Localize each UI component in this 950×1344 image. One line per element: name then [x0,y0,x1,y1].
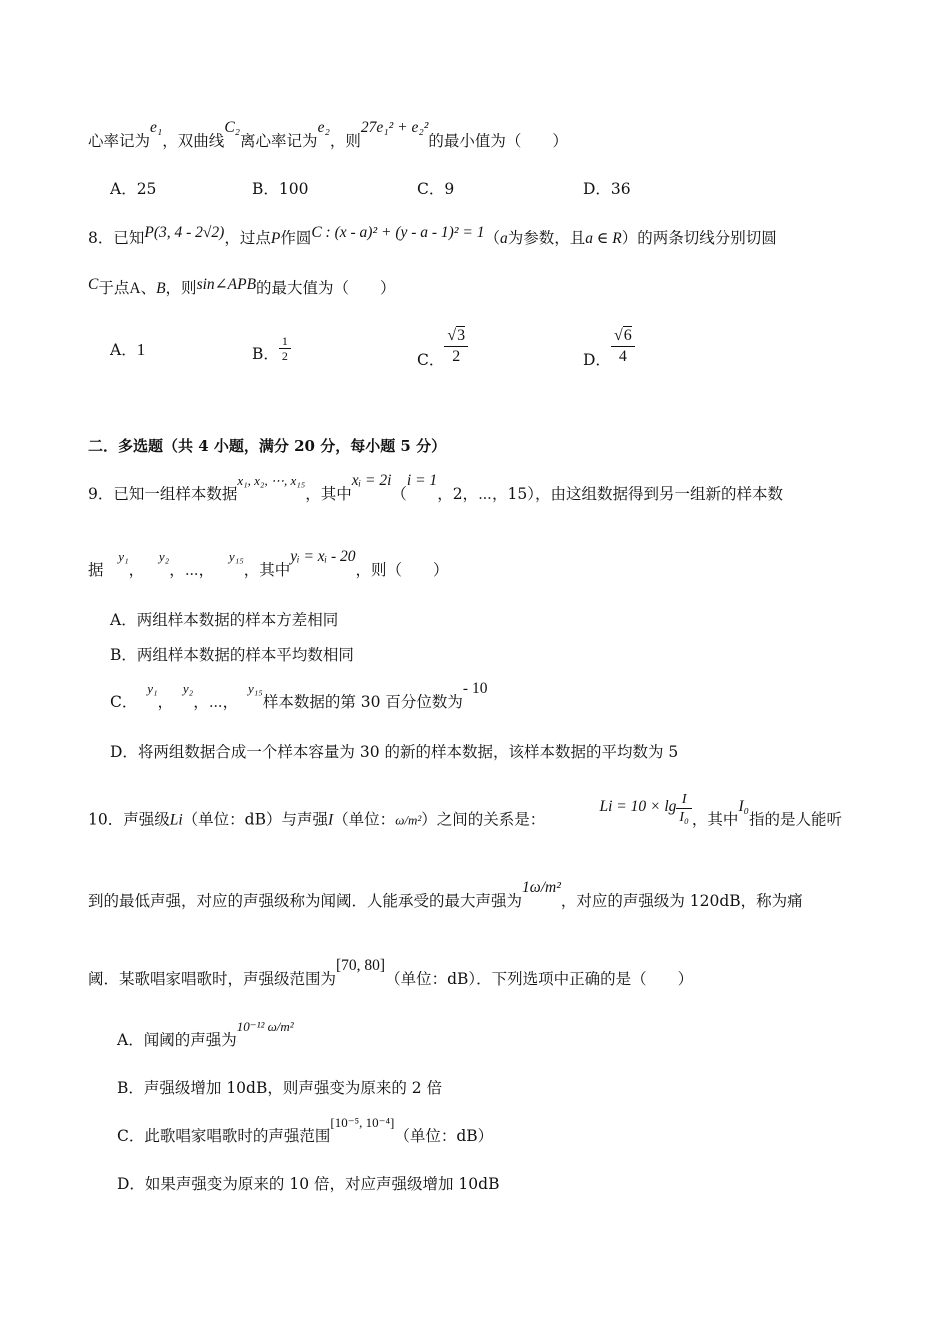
option-label: B． [252,344,279,363]
q7-option-d[interactable]: D．36 [583,180,631,198]
q8-point-p: P(3, 4 - 2√2) [144,224,225,241]
q7-option-b[interactable]: B．100 [252,180,309,198]
q8-text: 8．已知 [88,229,145,247]
q10-formula-left: Li = 10 × lg [599,797,677,815]
q9-text: 样本数据的第 30 百分位数为 [262,693,463,711]
q9-option-a[interactable]: A．两组样本数据的样本方差相同 [110,611,339,629]
q8-text: 于点 [98,279,130,297]
q7-text: 的最小值为（ ） [428,132,568,150]
q9-y2: y₂ [158,549,170,564]
q9-text: ，其中 [305,485,352,503]
q10-max-intensity: 1ω/m² [522,879,561,896]
q10-text: （单位：dB）与声强 [182,810,328,829]
q8-text: ）的两条切线分别切圆 [621,229,777,247]
fraction-num: I [676,791,692,809]
fraction-num: √6 [611,326,635,347]
fraction-num: √3 [444,326,468,347]
q10-stem-line1 [88,792,843,838]
q10-option-b[interactable]: B．声强级增加 10dB，则声强变为原来的 2 倍 [117,1079,443,1097]
q9-text: ， [128,561,145,579]
option-text: （单位：dB） [394,1127,494,1145]
q7-option-c[interactable]: C．9 [417,180,455,198]
q9-option-b[interactable]: B．两组样本数据的样本平均数相同 [110,646,354,664]
q8-point-a: A [129,280,141,297]
q9-text: ，⋯， [169,561,215,579]
q10-text: （单位：dB）．下列选项中正确的是（ ） [385,970,694,988]
q10-range: [70, 80] [336,957,386,974]
q8-var-a: a [499,230,508,247]
q8-option-c[interactable] [417,314,468,369]
q8-option-a[interactable] [110,340,145,360]
fraction-den: I₀ [679,810,689,825]
fraction-num: 1 [279,334,291,349]
q10-li: Li [169,811,183,829]
q10-text: 10．声强级 [88,810,170,829]
q9-option-d[interactable]: D．将两组数据合成一个样本容量为 30 的新的样本数据，该样本数据的平均数为 5 [110,743,679,761]
q9-c-y15: y₁₅ [248,681,263,696]
q10-stem-line3 [88,957,694,990]
option-text: A．闻阈的声强为 [117,1031,237,1049]
q10-text: ，对应的声强级为 120dB，称为痛 [560,892,803,910]
q8-stem-line1 [88,224,777,249]
q10-unit: ω/m² [395,812,422,828]
q9-text: ，其中 [243,561,291,579]
q8-stem-line2 [88,278,396,299]
q8-text: ，过点 [224,229,271,247]
q10-text: ）之间的关系是： [421,810,546,829]
option-label: D． [583,350,611,369]
q8-text: 的最大值为（ ） [256,279,396,297]
q8-var-c: C [88,276,99,293]
q8-option-d-fraction [611,326,635,367]
q10-text: ，其中 [691,810,739,829]
q9-x-sequence: x₁, x₂, ⋯, x₁₅ [237,473,306,488]
q7-option-a[interactable]: A．25 [110,180,157,198]
q9-text: ，⋯， [193,693,239,711]
q10-stem-line2 [88,879,803,912]
option-label: C． [110,693,138,711]
q10-i0: I₀ [738,797,749,815]
q10-text: 到的最低声强，对应的声强级称为闻阈．人能承受的最大声强为 [88,892,523,910]
q7-e2: e₂ [317,119,330,136]
q8-option-d[interactable] [583,314,635,369]
q7-text: ，则 [329,132,361,150]
q7-stem-line [88,119,568,152]
option-text: C．此歌唱家唱歌时的声强范围 [117,1127,331,1145]
q9-y1: y₁ [118,549,129,564]
fraction-den: 2 [281,349,288,363]
q7-e1: e₁ [150,119,163,136]
q7-text: 心率记为 [88,132,151,150]
q9-i-start: i = 1 [406,472,438,489]
q8-text: 作圆 [280,229,312,247]
q9-text: （ [391,485,407,503]
q8-option-c-fraction [444,326,468,367]
q8-text: 、 [140,279,157,297]
q8-text: （ [484,229,500,247]
q8-sin-apb: sin∠APB [196,276,257,293]
q7-expression: 27e₁² + e₂² [360,119,429,136]
q9-c-y1: y₁ [147,681,158,696]
q10-text: 阈．某歌唱家唱歌时，声强级范围为 [88,970,337,988]
section-title-multiple-choice: 二．多选题（共 4 小题，满分 20 分，每小题 5 分） [88,437,447,455]
fraction-den: 4 [618,348,627,365]
q10-a-value: 10⁻¹² ω/m² [236,1019,294,1034]
q8-text: 为参数，且 [507,229,586,247]
q9-text: 9．已知一组样本数据 [88,485,238,503]
sqrt-radicand: 6 [623,327,632,344]
q9-text: 据 [88,561,104,579]
q9-yi-def: yᵢ = xᵢ - 20 [290,548,356,565]
q9-text: ， [157,693,174,711]
q10-text: （单位： [333,810,396,829]
q10-text: 指的是人能听 [749,810,843,829]
q9-option-c[interactable] [110,680,488,713]
q9-xi-def: xᵢ = 2i [351,472,392,489]
q9-c-y2: y₂ [182,681,194,696]
q9-text: ，2，⋯，15），由这组数据得到另一组新的样本数 [437,485,783,503]
q8-circle-equation: C : (x - a)² + (y - a - 1)² = 1 [311,224,485,241]
q7-text: ，双曲线 [162,132,225,150]
q10-c-range: [10⁻⁵, 10⁻⁴] [330,1115,395,1130]
q9-text: ，则（ ） [355,561,449,579]
q10-i: I [328,811,334,829]
q7-text: 离心率记为 [240,132,318,150]
q7-c2: C₂ [224,119,241,136]
q10-option-d[interactable]: D．如果声强变为原来的 10 倍，对应声强级增加 10dB [117,1175,500,1193]
q8-text: ，则 [165,279,197,297]
option-label: A． [110,341,137,359]
q9-stem-line2 [88,548,449,581]
q9-y15: y₁₅ [228,549,244,564]
option-value: 1 [136,340,146,359]
q8-a-in-r: a ∈ R [585,230,622,247]
sqrt-radicand: 3 [457,327,466,344]
q8-var-p: P [270,230,281,247]
q8-point-b: B [156,280,166,297]
q10-option-c[interactable] [117,1115,494,1147]
q9-c-value: - 10 [462,680,488,697]
option-label: C． [417,350,445,369]
fraction-den: 2 [452,348,461,365]
q8-option-b[interactable] [252,326,291,363]
q8-option-b-fraction [279,334,291,363]
q10-formula-fraction [676,791,692,826]
